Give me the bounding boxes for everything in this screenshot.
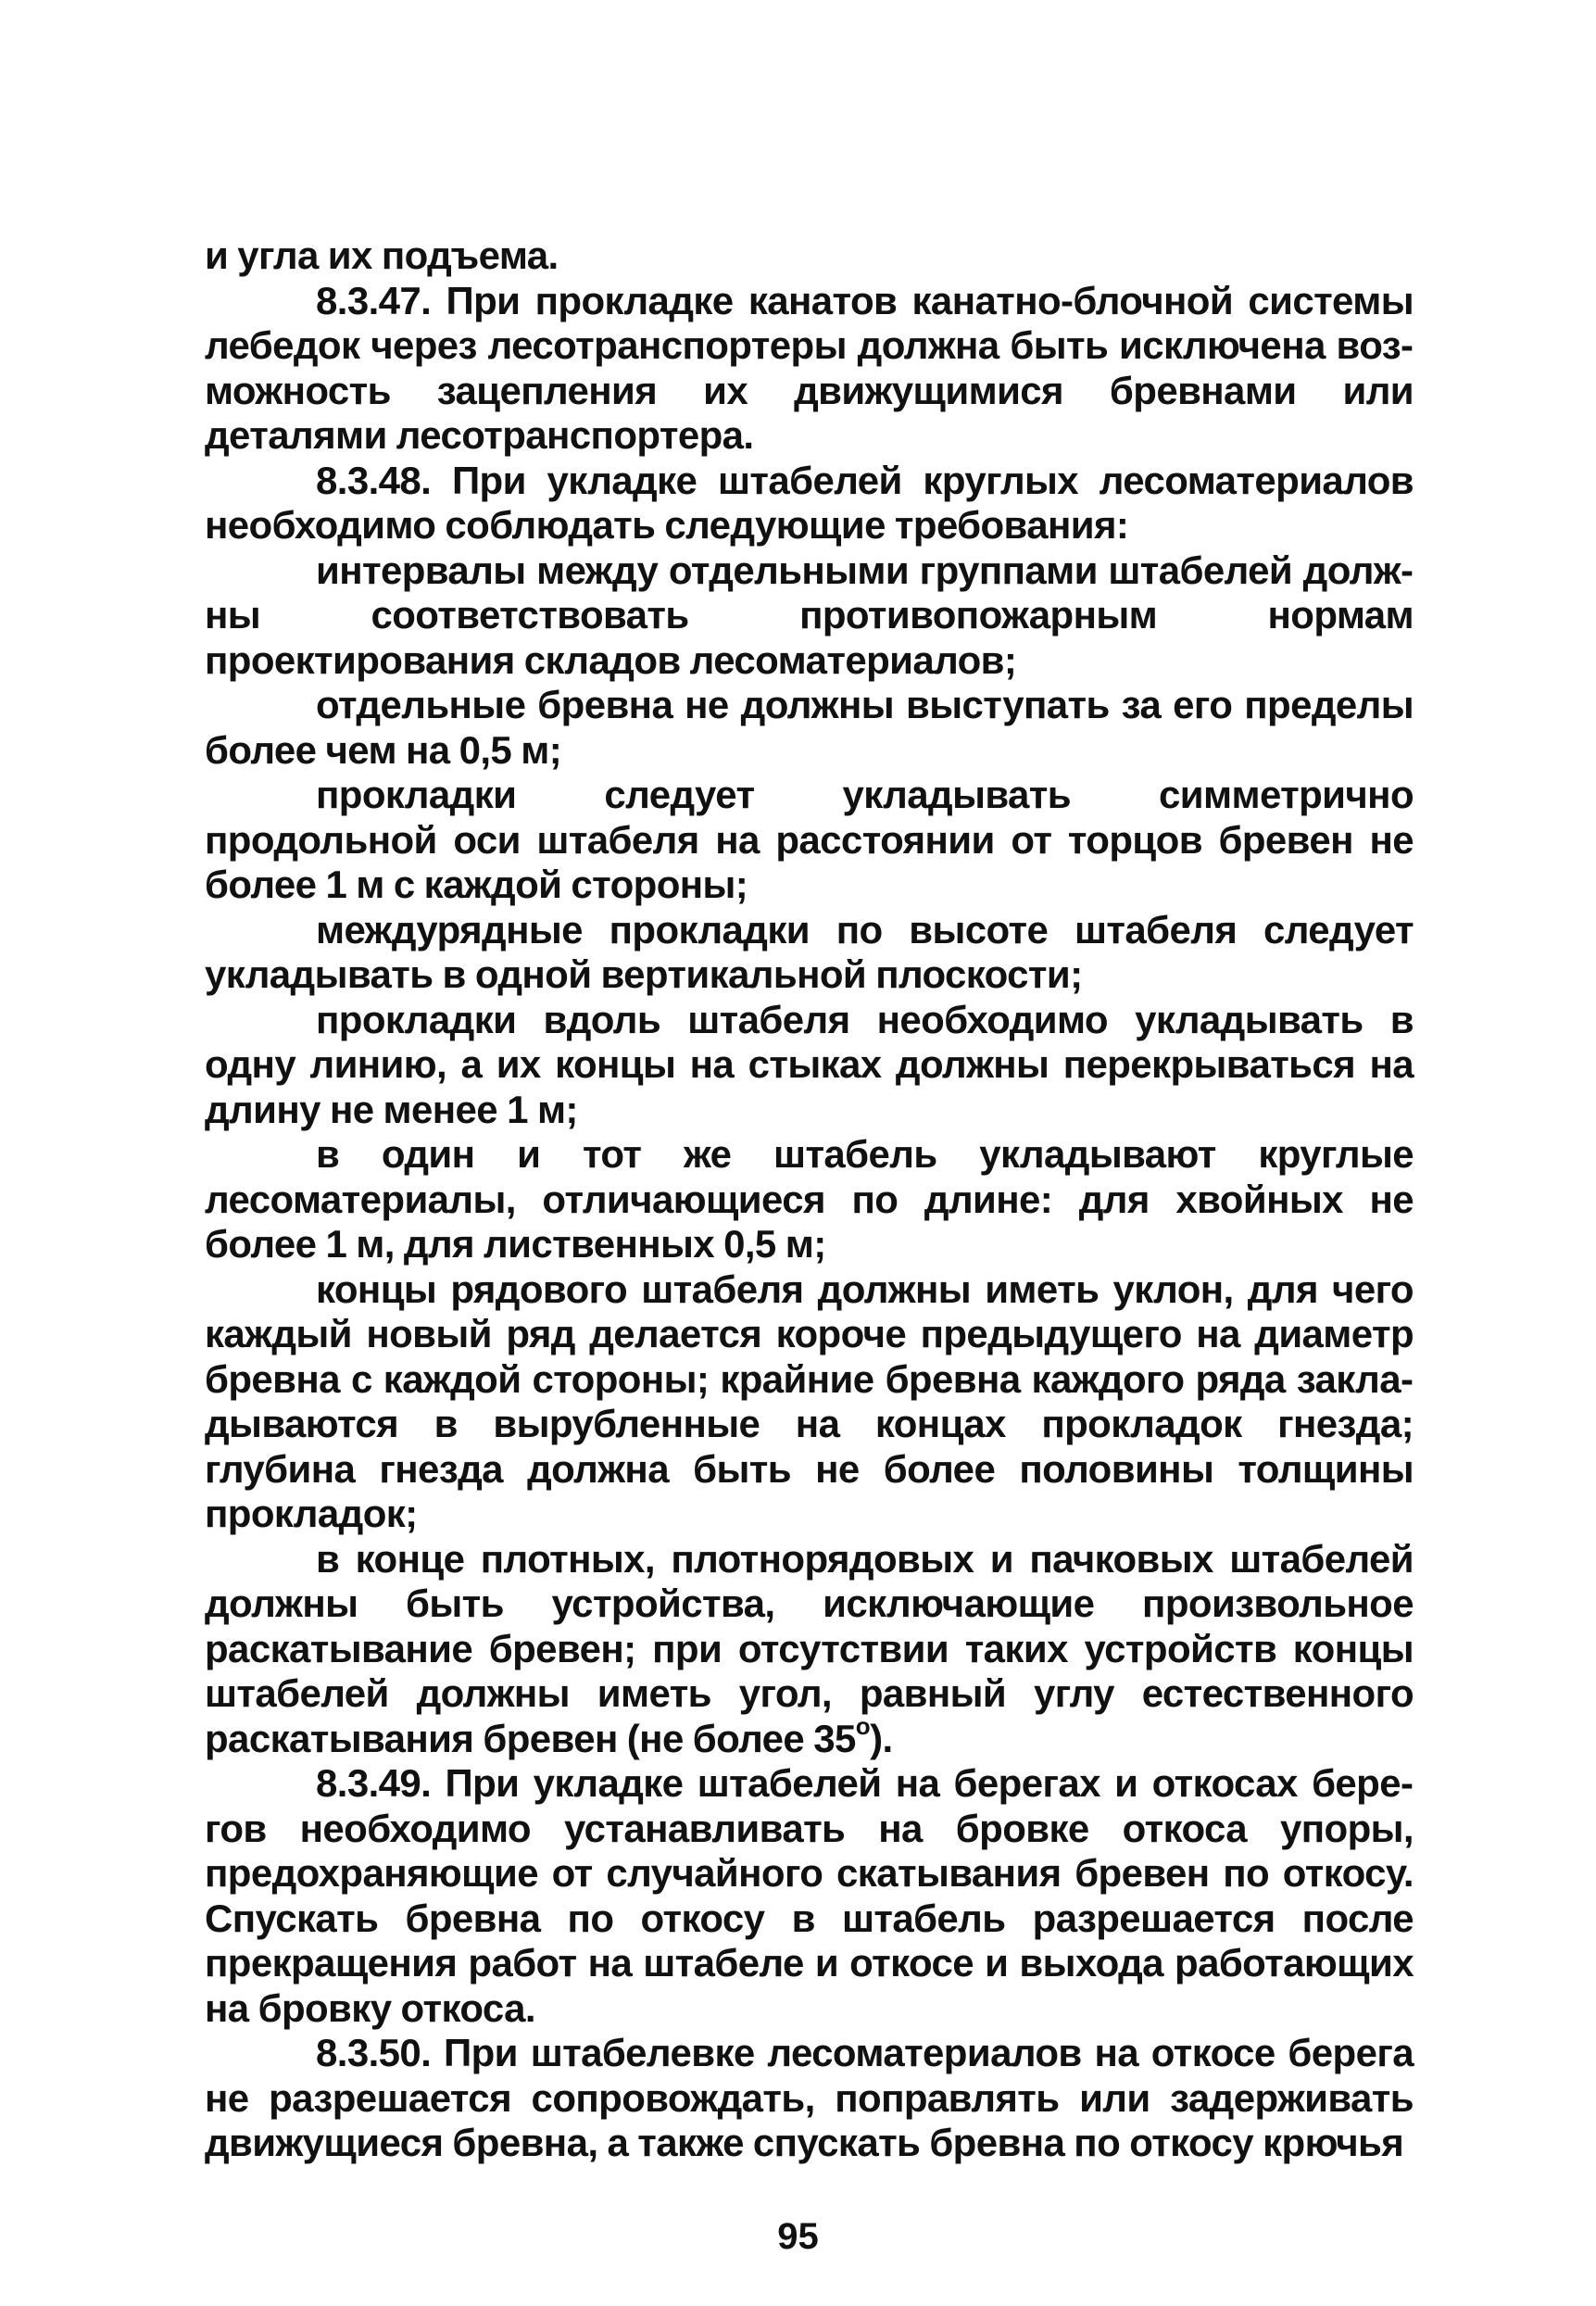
paragraph-continuation: и угла их подъема. <box>205 233 559 277</box>
requirement-item-4: междурядные прокладки по высоте штабеля следует укладывать в одной вертикальной плоскости; <box>205 907 1414 996</box>
requirement-item-8-text: в конце плотных, плотнорядовых и пачковых штабелей должны быть устройства, исключающие произвольное раскатывание бревен; при отсутствии таких устройств концы штабелей должны иметь угол, равный углу естественного раскатывания бревен (не более 35 <box>205 1536 1414 1760</box>
requirement-item-7: концы рядового штабеля должны иметь уклон, для чего каждый новый ряд делается короче предыдущего на диаметр бревна с каждой стороны; крайние бревна каждого ряда закладываются в вырубленные на концах прокладок гнезда; глубина гнезда должна быть не более половины толщины прокладок; <box>205 1266 1414 1535</box>
paragraph-8-3-48: 8.3.48. При укладке штабелей круглых лесоматериалов необходимо соблюдать следующие требования: <box>205 458 1414 547</box>
page-number: 95 <box>777 2216 819 2257</box>
requirement-item-6: в один и тот же штабель укладывают круглые лесоматериалы, отличающиеся по длине: для хвойных не более 1 м, для лиственных 0,5 м; <box>205 1132 1414 1266</box>
page-body <box>205 233 1414 2166</box>
requirement-item-5: прокладки вдоль штабеля необходимо укладывать в одну линию, а их концы на стыках должны перекрываться на длину не менее 1 м; <box>205 997 1414 1131</box>
paragraph-8-3-50: 8.3.50. При штабелевке лесоматериалов на откосе берега не разрешается сопровождать, поправлять или задерживать движущиеся бревна, а также спускать бревна по откосу крючья <box>205 2031 1414 2164</box>
requirement-item-1: интервалы между отдельными группами штабелей должны соответствовать противопожарным нормам проектирования складов лесоматериалов; <box>205 548 1414 682</box>
requirement-item-8-tail: ). <box>870 1716 893 1760</box>
paragraph-8-3-47: 8.3.47. При прокладке канатов канатно-блочной системы лебедок через лесотранспортеры должна быть исключена возможность зацепления их движущимися бревнами или деталями лесотранспортера. <box>205 278 1414 457</box>
degree-sign: о <box>855 1711 871 1740</box>
requirement-item-8 <box>205 1537 1414 1762</box>
requirement-item-3: прокладки следует укладывать симметрично продольной оси штабеля на расстоянии от торцов бревен не более 1 м с каждой стороны; <box>205 773 1414 906</box>
paragraph-8-3-49: 8.3.49. При укладке штабелей на берегах и откосах берегов необходимо устанавливать на бровке откоса упоры, предохраняющие от случайного скатывания бревен по откосу. Спускать бревна по откосу в штабель разрешается после прекращения работ на штабеле и откосе и выхода работающих на бровку откоса. <box>205 1761 1414 2030</box>
requirement-item-2: отдельные бревна не должны выступать за его пределы более чем на 0,5 м; <box>205 683 1414 772</box>
